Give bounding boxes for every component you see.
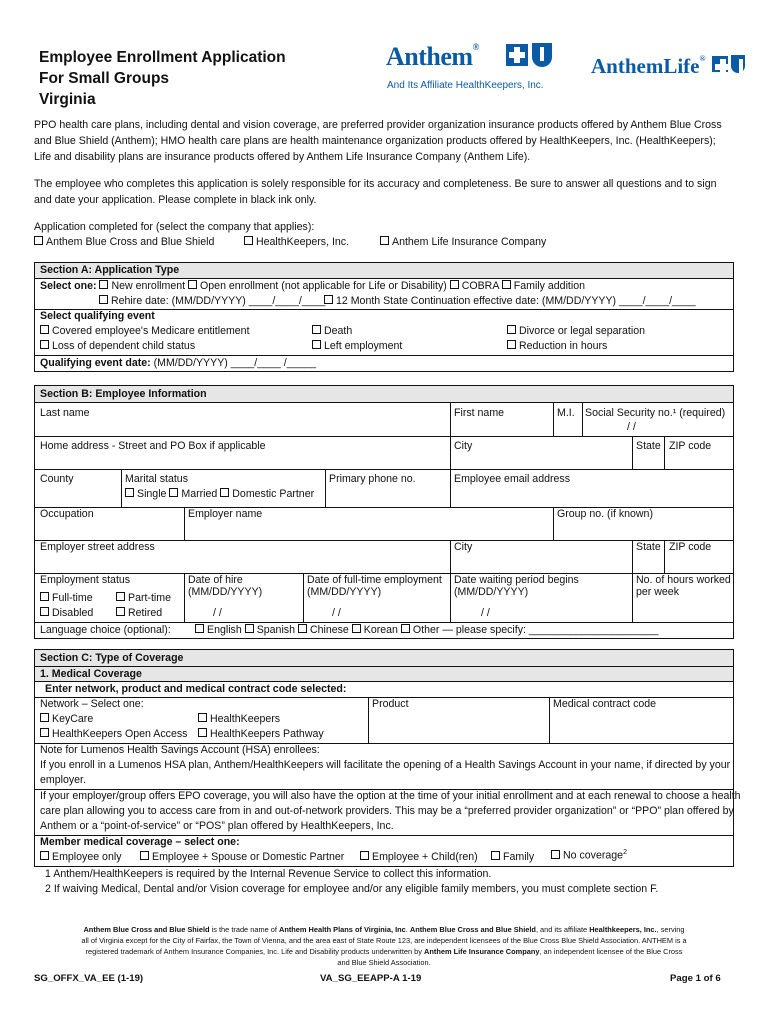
blue-cross-small-icon <box>712 56 728 72</box>
select-one-row: Select one: New enrollment Open enrollment (not applicable for Life or Disability) COBRA Family addition <box>40 280 586 292</box>
intro-paragraph: PPO health care plans, including dental and vision coverage, are preferred provider organization insurance products offered by Anthem Blue Cross and Blue Shield (Anthem); HMO health care plans are health maintenance organization products offered by HealthKeepers, Inc. (HealthKeepers); Life and disability plans are insurance products offered by Anthem Life Insurance Company (Anthem Life). <box>34 119 722 163</box>
marital-options <box>125 488 314 500</box>
disabled-checkbox[interactable]: Disabled <box>40 607 93 619</box>
group-number-field[interactable]: Group no. (if known) <box>557 508 653 520</box>
form-code-left: SG_OFFX_VA_EE (1-19) <box>34 973 144 984</box>
page-number: Page 1 of 6 <box>670 973 721 984</box>
ssn-slashes: / / <box>627 421 636 433</box>
network-label: Network – Select one: <box>40 698 144 710</box>
rehire-date-field[interactable]: Rehire date: (MM/DD/YYYY) ____/____/____ <box>99 295 325 307</box>
blue-shield-icon <box>532 43 552 67</box>
language-options <box>195 624 659 636</box>
medicare-checkbox[interactable]: Covered employee's Medicare entitlement <box>40 325 250 337</box>
employer-state-field[interactable]: State <box>636 541 661 553</box>
cobra-checkbox[interactable]: COBRA <box>450 280 499 292</box>
employee-children-checkbox[interactable]: Employee + Child(ren) <box>360 851 478 863</box>
section-b-title: Section B: Employee Information <box>40 388 207 400</box>
retired-checkbox[interactable]: Retired <box>116 607 162 619</box>
section-a <box>34 262 734 372</box>
english-checkbox[interactable]: English <box>195 624 242 636</box>
new-enrollment-checkbox[interactable]: New enrollment <box>99 280 185 292</box>
section-a-title: Section A: Application Type <box>40 264 180 276</box>
death-checkbox[interactable]: Death <box>312 325 352 337</box>
chinese-checkbox[interactable]: Chinese <box>298 624 349 636</box>
section-b <box>34 385 734 639</box>
korean-checkbox[interactable]: Korean <box>352 624 398 636</box>
instructions-paragraph: The employee who completes this application is solely responsible for its accuracy and completeness. Be sure to answer all questions and to sign and date your application. Please complete in black ink only. <box>34 178 717 206</box>
employer-zip-field[interactable]: ZIP code <box>669 541 712 553</box>
section-c <box>34 649 741 867</box>
date-of-hire-field[interactable]: Date of hire (MM/DD/YYYY) <box>188 574 263 598</box>
domestic-partner-checkbox[interactable]: Domestic Partner <box>220 488 314 500</box>
keycare-checkbox[interactable]: KeyCare <box>40 713 93 725</box>
full-time-date-field[interactable]: Date of full-time employment (MM/DD/YYYY) <box>307 574 442 598</box>
ssn-field[interactable]: Social Security no.¹ (required) <box>585 407 726 419</box>
city-field[interactable]: City <box>454 440 473 452</box>
employment-status-label: Employment status <box>40 574 131 586</box>
waiting-period-field[interactable]: Date waiting period begins (MM/DD/YYYY) <box>454 574 579 598</box>
logo-subtitle: And Its Affiliate HealthKeepers, Inc. <box>387 80 544 91</box>
blue-cross-icon <box>506 44 528 66</box>
product-field[interactable]: Product <box>372 698 409 710</box>
single-checkbox[interactable]: Single <box>125 488 166 500</box>
qualifying-event-label: Select qualifying event <box>40 310 155 322</box>
title-line-2: For Small Groups <box>39 70 170 87</box>
healthkeepers-checkbox[interactable]: HealthKeepers <box>198 713 280 725</box>
reduction-hours-checkbox[interactable]: Reduction in hours <box>507 340 607 352</box>
member-coverage-label: Member medical coverage – select one: <box>40 836 240 848</box>
waiting-slashes: / / <box>481 607 490 619</box>
spanish-checkbox[interactable]: Spanish <box>245 624 295 636</box>
anthem-logo: Anthem® <box>386 42 479 71</box>
fulltime-slashes: / / <box>332 607 341 619</box>
married-checkbox[interactable]: Married <box>169 488 217 500</box>
open-access-checkbox[interactable]: HealthKeepers Open Access <box>40 728 187 740</box>
company-anthem-option[interactable]: Anthem Blue Cross and Blue Shield <box>34 236 214 248</box>
left-employment-checkbox[interactable]: Left employment <box>312 340 402 352</box>
state-field[interactable]: State <box>636 440 661 452</box>
form-code-center: VA_SG_EEAPP-A 1-19 <box>320 973 422 984</box>
title-line-1: Employee Enrollment Application <box>39 49 286 66</box>
home-address-field[interactable]: Home address - Street and PO Box if applicable <box>40 440 266 452</box>
pathway-checkbox[interactable]: HealthKeepers Pathway <box>198 728 324 740</box>
hsa-text-2: employer. <box>40 774 86 786</box>
no-coverage-checkbox[interactable]: No coverage$^2$ <box>551 849 627 862</box>
divorce-checkbox[interactable]: Divorce or legal separation <box>507 325 645 337</box>
last-name-field[interactable]: Last name <box>40 407 90 419</box>
epo-text-3: Anthem or a “point-of-service” or “POS” plan offered by HealthKeepers, Inc. <box>40 820 394 832</box>
epo-text-1: If your employer/group offers EPO coverage, you will also have the option at the time of your initial enrollment and at each renewal to choose a health <box>40 790 741 802</box>
language-label: Language choice (optional): <box>40 624 171 636</box>
enter-network-label: Enter network, product and medical contract code selected: <box>45 683 347 695</box>
marital-status-label: Marital status <box>125 473 188 485</box>
page-title <box>39 47 286 110</box>
employee-email-field[interactable]: Employee email address <box>454 473 570 485</box>
first-name-field[interactable]: First name <box>454 407 505 419</box>
mi-field[interactable]: M.I. <box>557 407 575 419</box>
hsa-text-1: If you enroll in a Lumenos HSA plan, Anthem/HealthKeepers will facilitate the opening of a Health Savings Account in your name, if directed by your <box>40 759 731 771</box>
qualifying-event-date-field[interactable]: Qualifying event date: (MM/DD/YYYY) ____/____ /_____ <box>40 357 317 369</box>
title-line-3: Virginia <box>39 91 96 108</box>
family-checkbox[interactable]: Family <box>491 851 534 863</box>
footnote-1: 1 Anthem/HealthKeepers is required by the Internal Revenue Service to collect this information. <box>45 868 492 880</box>
legal-footer: Anthem Blue Cross and Blue Shield is the trade name of Anthem Health Plans of Virginia, Inc. Anthem Blue Cross and Blue Shield, and its affiliate Healthkeepers, Inc., serving all of Virginia except for the City of Fairfax, the Town of Vienna, and the area east of State Route 123, are independent licensees of the Blue Cross Blue Shield Association. ANTHEM is a registered trademark of Anthem Insurance Companies, Inc. Life and Disability products underwritten by Anthem Life Insurance Company, an independent licensee of the Blue Cross and Blue Shield Association. <box>81 925 687 967</box>
employer-city-field[interactable]: City <box>454 541 473 553</box>
zip-field[interactable]: ZIP code <box>669 440 712 452</box>
blue-shield-small-icon <box>731 55 745 73</box>
company-prompt: Application completed for (select the company that applies): <box>34 221 315 233</box>
other-language-checkbox[interactable]: Other — please specify: ______________________ <box>401 624 659 636</box>
employer-street-field[interactable]: Employer street address <box>40 541 155 553</box>
employee-only-checkbox[interactable]: Employee only <box>40 851 122 863</box>
footnote-2: 2 If waiving Medical, Dental and/or Vision coverage for employee and/or any eligible family members, you must complete section F. <box>45 883 659 895</box>
hire-slashes: / / <box>213 607 222 619</box>
employee-spouse-checkbox[interactable]: Employee + Spouse or Domestic Partner <box>140 851 344 863</box>
full-time-checkbox[interactable]: Full-time <box>40 592 93 604</box>
hours-worked-field[interactable]: No. of hours worked per week <box>636 574 731 598</box>
employer-name-field[interactable]: Employer name <box>188 508 263 520</box>
open-enrollment-checkbox[interactable]: Open enrollment (not applicable for Life or Disability) <box>188 280 447 292</box>
hsa-note: Note for Lumenos Health Savings Account (HSA) enrollees: <box>40 744 320 756</box>
company-anthem-life-option[interactable]: Anthem Life Insurance Company <box>380 236 546 248</box>
epo-text-2: care plan allowing you to access care from in and out-of-network providers. This may be a “preferred provider organization” or “PPO” plan offered by <box>40 805 734 817</box>
family-addition-checkbox[interactable]: Family addition <box>502 280 585 292</box>
contract-code-field[interactable]: Medical contract code <box>553 698 657 710</box>
anthem-life-logo: AnthemLife® <box>591 54 706 78</box>
county-field[interactable]: County <box>40 473 74 485</box>
loss-dependent-checkbox[interactable]: Loss of dependent child status <box>40 340 195 352</box>
medical-coverage-heading: 1. Medical Coverage <box>40 668 142 680</box>
company-healthkeepers-option[interactable]: HealthKeepers, Inc. <box>244 236 349 248</box>
occupation-field[interactable]: Occupation <box>40 508 94 520</box>
continuation-date-field[interactable]: 12 Month State Continuation effective date: (MM/DD/YYYY) ____/____/____ <box>324 295 696 307</box>
primary-phone-field[interactable]: Primary phone no. <box>329 473 416 485</box>
part-time-checkbox[interactable]: Part-time <box>116 592 171 604</box>
section-c-title: Section C: Type of Coverage <box>40 652 184 664</box>
